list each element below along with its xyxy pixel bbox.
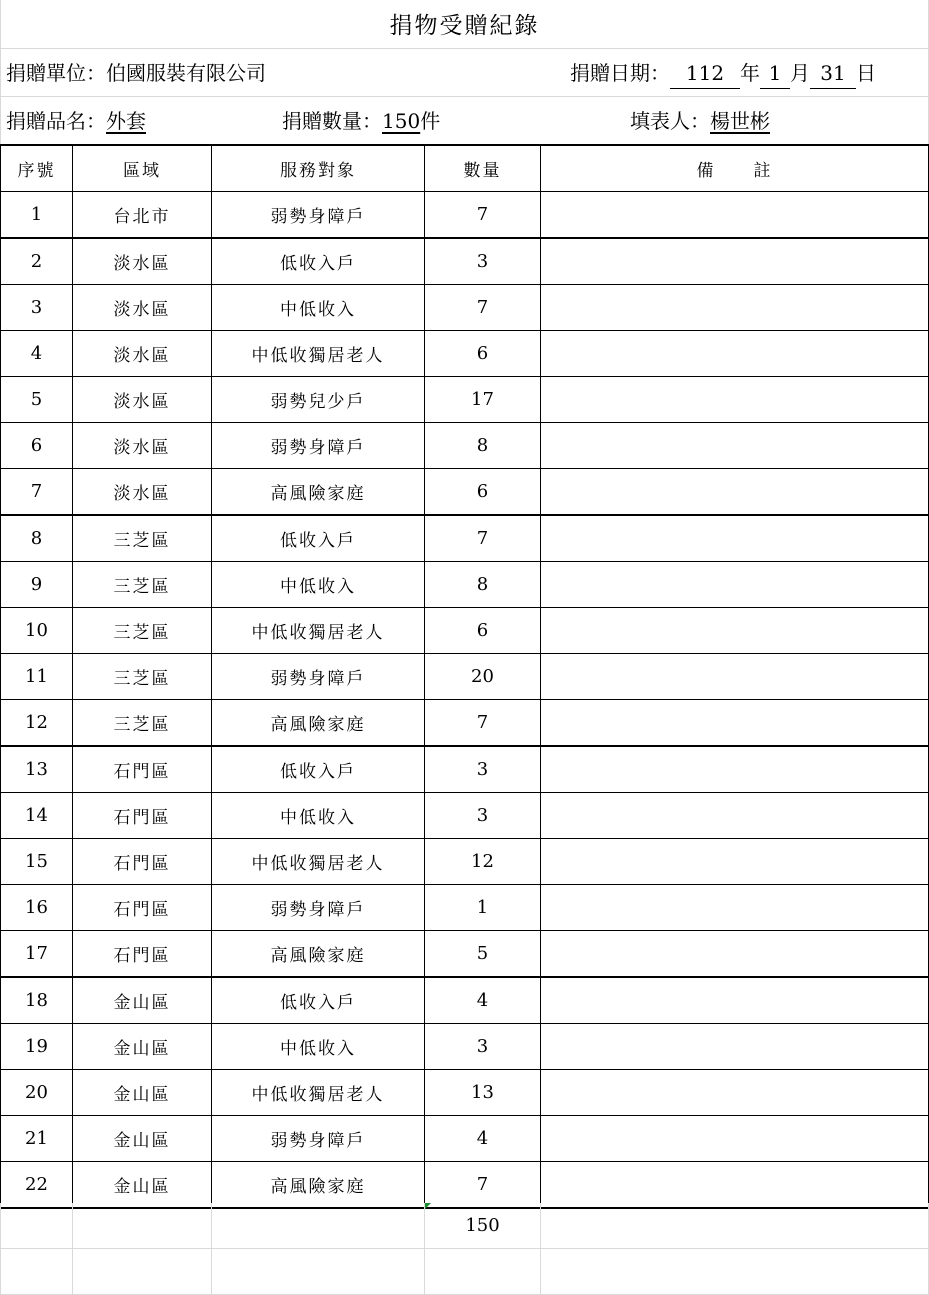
- row-qty: 17: [425, 377, 541, 423]
- row-qty: 3: [425, 1024, 541, 1070]
- blank-cell: [73, 1249, 212, 1295]
- row-qty: 8: [425, 562, 541, 608]
- table-row: [1, 1162, 929, 1209]
- col-header-target: 服務對象: [212, 145, 425, 192]
- row-remarks: [541, 700, 929, 747]
- row-no: 7: [1, 469, 73, 516]
- table-row: [1, 192, 929, 239]
- row-qty: 20: [425, 654, 541, 700]
- filler-field: [630, 98, 770, 144]
- row-qty: 7: [425, 192, 541, 239]
- date-month: 1: [760, 58, 790, 89]
- row-no: 6: [1, 423, 73, 469]
- row-area: 淡水區: [73, 285, 212, 331]
- row-area: 台北市: [73, 192, 212, 239]
- row-area: 金山區: [73, 1024, 212, 1070]
- donation-table: [0, 144, 929, 1209]
- row-remarks: [541, 562, 929, 608]
- filler-value: 楊世彬: [710, 109, 770, 133]
- total-cell-empty: [541, 1203, 929, 1249]
- row-qty: 3: [425, 238, 541, 285]
- table-row: [1, 562, 929, 608]
- total-row: [1, 1203, 929, 1249]
- donor-label: 捐贈單位：: [6, 61, 106, 85]
- table-row: [1, 331, 929, 377]
- table-row: [1, 885, 929, 931]
- row-area: 石門區: [73, 839, 212, 885]
- table-row: [1, 746, 929, 793]
- row-area: 石門區: [73, 931, 212, 978]
- row-target: 中低收獨居老人: [212, 331, 425, 377]
- row-no: 2: [1, 238, 73, 285]
- table-row: [1, 1116, 929, 1162]
- row-target: 弱勢身障戶: [212, 192, 425, 239]
- row-remarks: [541, 377, 929, 423]
- row-remarks: [541, 654, 929, 700]
- col-header-area: 區域: [73, 145, 212, 192]
- table-row: [1, 1070, 929, 1116]
- total-cell-empty: [73, 1203, 212, 1249]
- row-target: 弱勢身障戶: [212, 1116, 425, 1162]
- row-remarks: [541, 1070, 929, 1116]
- row-remarks: [541, 793, 929, 839]
- table-row: [1, 238, 929, 285]
- row-no: 15: [1, 839, 73, 885]
- row-area: 三芝區: [73, 562, 212, 608]
- date-label: 捐贈日期：: [570, 61, 670, 85]
- row-qty: 6: [425, 608, 541, 654]
- row-qty: 7: [425, 700, 541, 747]
- row-no: 12: [1, 700, 73, 747]
- row-qty: 6: [425, 331, 541, 377]
- row-target: 弱勢身障戶: [212, 885, 425, 931]
- row-remarks: [541, 839, 929, 885]
- table-row: [1, 700, 929, 747]
- qty-value: 150: [382, 109, 421, 133]
- row-remarks: [541, 192, 929, 239]
- row-area: 淡水區: [73, 238, 212, 285]
- row-area: 金山區: [73, 1116, 212, 1162]
- total-cell-empty: [1, 1203, 73, 1249]
- donor-field: [6, 50, 266, 96]
- qty-label: 捐贈數量：: [282, 109, 382, 133]
- row-remarks: [541, 608, 929, 654]
- blank-cell: [425, 1249, 541, 1295]
- row-qty: 4: [425, 977, 541, 1024]
- row-no: 8: [1, 515, 73, 562]
- row-no: 1: [1, 192, 73, 239]
- row-target: 中低收入: [212, 285, 425, 331]
- row-no: 22: [1, 1162, 73, 1209]
- row-area: 金山區: [73, 1070, 212, 1116]
- date-year-unit: 年: [740, 61, 760, 85]
- row-remarks: [541, 1162, 929, 1209]
- blank-row: [1, 1249, 929, 1295]
- row-qty: 7: [425, 285, 541, 331]
- row-remarks: [541, 931, 929, 978]
- blank-cell: [1, 1249, 73, 1295]
- date-month-unit: 月: [790, 61, 810, 85]
- row-qty: 13: [425, 1070, 541, 1116]
- row-remarks: [541, 285, 929, 331]
- row-qty: 3: [425, 746, 541, 793]
- gridline: [0, 48, 929, 49]
- row-target: 低收入戶: [212, 515, 425, 562]
- table-row: [1, 423, 929, 469]
- total-row-table: [0, 1203, 929, 1295]
- row-qty: 7: [425, 1162, 541, 1209]
- item-value: 外套: [106, 109, 146, 133]
- table-row: [1, 608, 929, 654]
- row-remarks: [541, 977, 929, 1024]
- row-qty: 12: [425, 839, 541, 885]
- row-area: 淡水區: [73, 469, 212, 516]
- row-target: 低收入戶: [212, 746, 425, 793]
- row-area: 淡水區: [73, 423, 212, 469]
- row-area: 淡水區: [73, 331, 212, 377]
- row-target: 弱勢身障戶: [212, 654, 425, 700]
- table-row: [1, 654, 929, 700]
- blank-cell: [541, 1249, 929, 1295]
- row-target: 高風險家庭: [212, 1162, 425, 1209]
- date-year: 112: [670, 58, 740, 89]
- col-header-remarks: 備 註: [541, 145, 929, 192]
- row-target: 弱勢身障戶: [212, 423, 425, 469]
- row-area: 三芝區: [73, 700, 212, 747]
- comment-marker-icon: [425, 1203, 431, 1209]
- row-no: 13: [1, 746, 73, 793]
- table-row: [1, 1024, 929, 1070]
- row-remarks: [541, 331, 929, 377]
- row-target: 低收入戶: [212, 238, 425, 285]
- row-remarks: [541, 885, 929, 931]
- row-target: 高風險家庭: [212, 931, 425, 978]
- table-row: [1, 977, 929, 1024]
- qty-unit: 件: [420, 109, 441, 133]
- row-remarks: [541, 423, 929, 469]
- date-field: [570, 50, 876, 96]
- total-qty: 150: [425, 1203, 541, 1249]
- row-no: 3: [1, 285, 73, 331]
- gridline: [0, 96, 929, 97]
- table-row: [1, 931, 929, 978]
- row-no: 21: [1, 1116, 73, 1162]
- date-day-unit: 日: [856, 61, 876, 85]
- row-remarks: [541, 1116, 929, 1162]
- row-remarks: [541, 238, 929, 285]
- row-no: 11: [1, 654, 73, 700]
- row-target: 中低收獨居老人: [212, 1070, 425, 1116]
- row-remarks: [541, 469, 929, 516]
- donor-value: 伯國服裝有限公司: [106, 61, 266, 85]
- row-area: 石門區: [73, 885, 212, 931]
- row-target: 弱勢兒少戶: [212, 377, 425, 423]
- row-area: 金山區: [73, 1162, 212, 1209]
- row-area: 石門區: [73, 746, 212, 793]
- row-no: 10: [1, 608, 73, 654]
- row-no: 14: [1, 793, 73, 839]
- col-header-qty: 數量: [425, 145, 541, 192]
- page-title: 捐物受贈紀錄: [389, 13, 540, 39]
- item-label: 捐贈品名：: [6, 109, 106, 133]
- table-row: [1, 839, 929, 885]
- filler-label: 填表人：: [630, 109, 710, 133]
- row-area: 三芝區: [73, 654, 212, 700]
- date-day: 31: [810, 58, 856, 89]
- row-target: 中低收獨居老人: [212, 839, 425, 885]
- row-area: 金山區: [73, 977, 212, 1024]
- row-no: 16: [1, 885, 73, 931]
- qty-field: [282, 98, 440, 144]
- row-target: 中低收入: [212, 1024, 425, 1070]
- item-field: [6, 98, 146, 144]
- row-no: 19: [1, 1024, 73, 1070]
- row-qty: 8: [425, 423, 541, 469]
- row-no: 9: [1, 562, 73, 608]
- row-target: 中低收入: [212, 793, 425, 839]
- row-area: 三芝區: [73, 608, 212, 654]
- row-target: 高風險家庭: [212, 469, 425, 516]
- row-target: 高風險家庭: [212, 700, 425, 747]
- row-qty: 4: [425, 1116, 541, 1162]
- row-remarks: [541, 746, 929, 793]
- table-row: [1, 793, 929, 839]
- row-no: 20: [1, 1070, 73, 1116]
- row-qty: 1: [425, 885, 541, 931]
- row-qty: 7: [425, 515, 541, 562]
- table-row: [1, 377, 929, 423]
- row-target: 中低收獨居老人: [212, 608, 425, 654]
- row-remarks: [541, 1024, 929, 1070]
- row-no: 4: [1, 331, 73, 377]
- row-qty: 6: [425, 469, 541, 516]
- table-row: [1, 285, 929, 331]
- row-no: 17: [1, 931, 73, 978]
- row-no: 18: [1, 977, 73, 1024]
- row-area: 三芝區: [73, 515, 212, 562]
- row-qty: 5: [425, 931, 541, 978]
- table-row: [1, 469, 929, 516]
- blank-cell: [212, 1249, 425, 1295]
- table-row: [1, 515, 929, 562]
- row-no: 5: [1, 377, 73, 423]
- row-remarks: [541, 515, 929, 562]
- row-area: 石門區: [73, 793, 212, 839]
- row-target: 中低收入: [212, 562, 425, 608]
- col-header-no: 序號: [1, 145, 73, 192]
- total-cell-empty: [212, 1203, 425, 1249]
- row-qty: 3: [425, 793, 541, 839]
- row-area: 淡水區: [73, 377, 212, 423]
- table-header-row: [1, 145, 929, 192]
- row-target: 低收入戶: [212, 977, 425, 1024]
